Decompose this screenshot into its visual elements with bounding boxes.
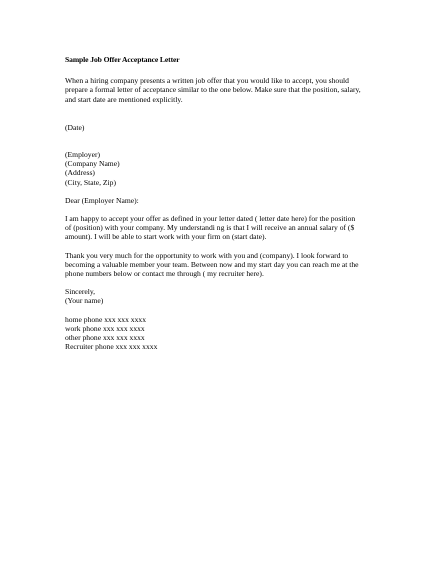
closing: Sincerely, (65, 287, 96, 297)
phone-line: work phone xxx xxx xxxx (65, 323, 145, 333)
body-line: amount). I will be able to start work with your firm on (start date). (65, 232, 267, 242)
body-line: Thank you very much for the opportunity to work with you and (company). I look forward to (65, 250, 349, 260)
letter-title: Sample Job Offer Acceptance Letter (65, 55, 180, 64)
address-line: (Company Name) (65, 159, 120, 169)
body-paragraph-2 (65, 251, 385, 279)
intro-line: and start date are mentioned explicitly. (65, 94, 183, 104)
body-paragraph-1 (65, 214, 385, 242)
intro-paragraph (65, 76, 385, 104)
address-line: (City, State, Zip) (65, 177, 116, 187)
phone-list (65, 315, 385, 352)
signature-placeholder: (Your name) (65, 296, 104, 306)
body-line: of (position) with your company. My understandi ng is that I will receive an annual salary of ($ (65, 223, 355, 233)
letter-page (65, 55, 385, 351)
employer-address-block (65, 150, 385, 187)
phone-line: Recruiter phone xxx xxx xxxx (65, 342, 158, 352)
phone-line: home phone xxx xxx xxxx (65, 314, 146, 324)
body-line: becoming a valuable member your team. Between now and my start day you can reach me at the (65, 259, 359, 269)
intro-line: prepare a formal letter of acceptance similar to the one below. Make sure that the position, salary, (65, 85, 361, 95)
date-placeholder: (Date) (65, 122, 85, 132)
date-line (65, 123, 385, 132)
body-line: I am happy to accept your offer as defined in your letter dated ( letter date here) for the position (65, 214, 356, 224)
salutation-line (65, 196, 385, 205)
salutation: Dear (Employer Name): (65, 195, 139, 205)
phone-line: other phone xxx xxx xxxx (65, 333, 145, 343)
address-line: (Employer) (65, 150, 101, 160)
intro-line: When a hiring company presents a written job offer that you would like to accept, you should (65, 76, 349, 86)
closing-block (65, 287, 385, 305)
body-line: phone numbers below or contact me through ( my recruiter here). (65, 269, 264, 279)
address-line: (Address) (65, 168, 95, 178)
